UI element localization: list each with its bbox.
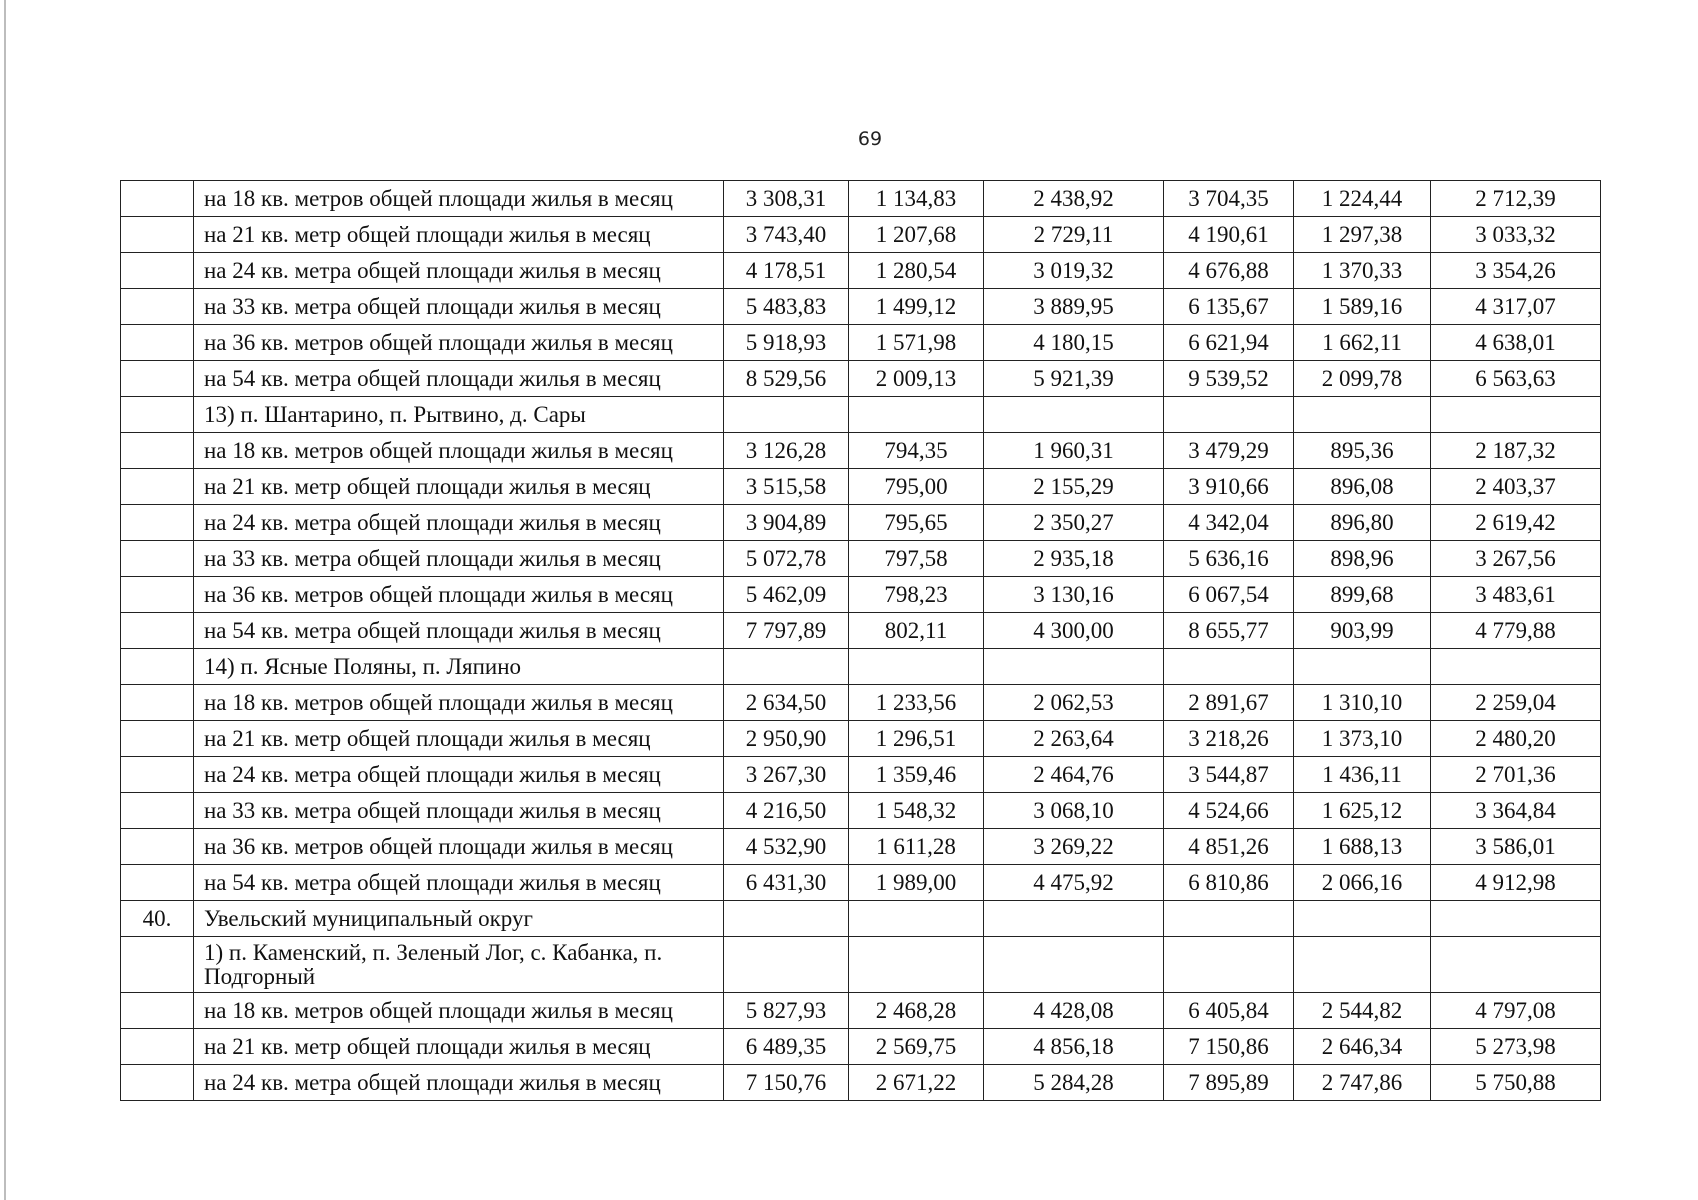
value-cell-3: 3 889,95 — [984, 289, 1164, 325]
row-description-cell: на 24 кв. метра общей площади жилья в месяц — [194, 1065, 724, 1101]
value-cell-2: 1 280,54 — [849, 253, 984, 289]
row-number-cell — [121, 721, 194, 757]
value-cell-3 — [984, 397, 1164, 433]
row-number-cell — [121, 469, 194, 505]
value-cell-5: 2 066,16 — [1294, 865, 1431, 901]
value-cell-3: 4 475,92 — [984, 865, 1164, 901]
value-cell-2: 1 499,12 — [849, 289, 984, 325]
row-description-cell: на 18 кв. метров общей площади жилья в месяц — [194, 993, 724, 1029]
value-cell-2 — [849, 901, 984, 937]
value-cell-5: 1 589,16 — [1294, 289, 1431, 325]
value-cell-6: 5 750,88 — [1431, 1065, 1601, 1101]
row-number-cell — [121, 325, 194, 361]
value-cell-6: 3 267,56 — [1431, 541, 1601, 577]
row-number-cell — [121, 433, 194, 469]
value-cell-6 — [1431, 397, 1601, 433]
table-row — [121, 1065, 1601, 1101]
value-cell-5: 1 436,11 — [1294, 757, 1431, 793]
value-cell-2 — [849, 937, 984, 993]
row-number-cell — [121, 217, 194, 253]
value-cell-4 — [1164, 901, 1294, 937]
value-cell-6: 4 797,08 — [1431, 993, 1601, 1029]
row-description-cell: на 24 кв. метра общей площади жилья в месяц — [194, 505, 724, 541]
value-cell-1: 2 950,90 — [724, 721, 849, 757]
value-cell-3: 4 180,15 — [984, 325, 1164, 361]
row-number-cell — [121, 361, 194, 397]
value-cell-3: 3 019,32 — [984, 253, 1164, 289]
value-cell-5 — [1294, 397, 1431, 433]
value-cell-6: 3 354,26 — [1431, 253, 1601, 289]
tariff-table — [120, 180, 1601, 1101]
value-cell-6: 4 779,88 — [1431, 613, 1601, 649]
row-number-cell — [121, 577, 194, 613]
row-number-cell — [121, 253, 194, 289]
table-row — [121, 469, 1601, 505]
value-cell-2: 802,11 — [849, 613, 984, 649]
value-cell-1: 6 489,35 — [724, 1029, 849, 1065]
row-description-cell: на 21 кв. метр общей площади жилья в месяц — [194, 469, 724, 505]
value-cell-6: 2 187,32 — [1431, 433, 1601, 469]
value-cell-5: 2 099,78 — [1294, 361, 1431, 397]
value-cell-3: 3 269,22 — [984, 829, 1164, 865]
value-cell-3: 2 155,29 — [984, 469, 1164, 505]
value-cell-1 — [724, 937, 849, 993]
row-description-cell: на 36 кв. метров общей площади жилья в месяц — [194, 325, 724, 361]
value-cell-6: 5 273,98 — [1431, 1029, 1601, 1065]
table-row — [121, 685, 1601, 721]
table-row — [121, 397, 1601, 433]
row-number-cell — [121, 865, 194, 901]
scan-edge-line — [4, 0, 6, 1200]
value-cell-1 — [724, 397, 849, 433]
value-cell-4: 7 150,86 — [1164, 1029, 1294, 1065]
value-cell-1: 7 150,76 — [724, 1065, 849, 1101]
value-cell-4: 9 539,52 — [1164, 361, 1294, 397]
row-description-cell: 14) п. Ясные Поляны, п. Ляпино — [194, 649, 724, 685]
value-cell-1: 8 529,56 — [724, 361, 849, 397]
value-cell-5: 1 370,33 — [1294, 253, 1431, 289]
value-cell-1: 4 532,90 — [724, 829, 849, 865]
row-number-cell — [121, 937, 194, 993]
value-cell-1: 5 827,93 — [724, 993, 849, 1029]
value-cell-5: 1 310,10 — [1294, 685, 1431, 721]
value-cell-2: 797,58 — [849, 541, 984, 577]
row-description-cell: на 18 кв. метров общей площади жилья в месяц — [194, 181, 724, 217]
value-cell-4: 5 636,16 — [1164, 541, 1294, 577]
row-number-cell — [121, 181, 194, 217]
value-cell-3: 2 350,27 — [984, 505, 1164, 541]
value-cell-6: 2 712,39 — [1431, 181, 1601, 217]
value-cell-6 — [1431, 901, 1601, 937]
table-row — [121, 937, 1601, 993]
table-row — [121, 829, 1601, 865]
value-cell-5: 1 224,44 — [1294, 181, 1431, 217]
value-cell-1: 3 308,31 — [724, 181, 849, 217]
value-cell-2: 2 009,13 — [849, 361, 984, 397]
row-description-cell: на 24 кв. метра общей площади жилья в месяц — [194, 757, 724, 793]
table-row — [121, 901, 1601, 937]
value-cell-3: 3 068,10 — [984, 793, 1164, 829]
value-cell-2: 1 359,46 — [849, 757, 984, 793]
row-number-cell — [121, 505, 194, 541]
value-cell-2: 2 468,28 — [849, 993, 984, 1029]
tariff-table-container — [120, 180, 1600, 1101]
value-cell-2: 1 611,28 — [849, 829, 984, 865]
row-number-cell — [121, 1065, 194, 1101]
value-cell-4: 4 524,66 — [1164, 793, 1294, 829]
value-cell-1: 4 216,50 — [724, 793, 849, 829]
value-cell-6: 3 586,01 — [1431, 829, 1601, 865]
table-row — [121, 181, 1601, 217]
value-cell-2 — [849, 649, 984, 685]
row-number-cell — [121, 685, 194, 721]
row-description-cell: на 21 кв. метр общей площади жилья в месяц — [194, 217, 724, 253]
value-cell-4: 7 895,89 — [1164, 1065, 1294, 1101]
table-row — [121, 253, 1601, 289]
page-number: 69 — [857, 128, 883, 150]
value-cell-4: 6 067,54 — [1164, 577, 1294, 613]
row-number-cell — [121, 613, 194, 649]
row-description-cell: на 24 кв. метра общей площади жилья в месяц — [194, 253, 724, 289]
value-cell-5: 2 646,34 — [1294, 1029, 1431, 1065]
row-description-cell: на 36 кв. метров общей площади жилья в месяц — [194, 829, 724, 865]
row-description-cell: 13) п. Шантарино, п. Рытвино, д. Сары — [194, 397, 724, 433]
value-cell-3: 3 130,16 — [984, 577, 1164, 613]
value-cell-5: 896,80 — [1294, 505, 1431, 541]
row-description-cell: на 54 кв. метра общей площади жилья в месяц — [194, 361, 724, 397]
table-row — [121, 1029, 1601, 1065]
value-cell-4: 4 676,88 — [1164, 253, 1294, 289]
table-row — [121, 217, 1601, 253]
row-number-cell — [121, 829, 194, 865]
value-cell-4 — [1164, 937, 1294, 993]
table-row — [121, 325, 1601, 361]
value-cell-3: 4 428,08 — [984, 993, 1164, 1029]
value-cell-4: 3 218,26 — [1164, 721, 1294, 757]
value-cell-4: 3 544,87 — [1164, 757, 1294, 793]
value-cell-5: 896,08 — [1294, 469, 1431, 505]
value-cell-5: 2 544,82 — [1294, 993, 1431, 1029]
value-cell-6: 2 701,36 — [1431, 757, 1601, 793]
value-cell-1: 5 918,93 — [724, 325, 849, 361]
value-cell-4: 6 135,67 — [1164, 289, 1294, 325]
row-description-cell: на 33 кв. метра общей площади жилья в месяц — [194, 793, 724, 829]
row-number-cell — [121, 289, 194, 325]
value-cell-5 — [1294, 901, 1431, 937]
value-cell-3 — [984, 937, 1164, 993]
table-row — [121, 865, 1601, 901]
table-row — [121, 505, 1601, 541]
row-description-cell: Увельский муниципальный округ — [194, 901, 724, 937]
value-cell-1: 3 515,58 — [724, 469, 849, 505]
value-cell-1: 3 267,30 — [724, 757, 849, 793]
value-cell-3: 5 284,28 — [984, 1065, 1164, 1101]
value-cell-1: 5 462,09 — [724, 577, 849, 613]
value-cell-4: 4 851,26 — [1164, 829, 1294, 865]
value-cell-6: 3 364,84 — [1431, 793, 1601, 829]
row-description-cell: на 33 кв. метра общей площади жилья в месяц — [194, 289, 724, 325]
value-cell-2 — [849, 397, 984, 433]
value-cell-4: 3 910,66 — [1164, 469, 1294, 505]
value-cell-4 — [1164, 649, 1294, 685]
value-cell-4: 8 655,77 — [1164, 613, 1294, 649]
row-description-cell: на 21 кв. метр общей площади жилья в месяц — [194, 1029, 724, 1065]
row-number-cell — [121, 1029, 194, 1065]
value-cell-3: 2 263,64 — [984, 721, 1164, 757]
row-number-cell — [121, 793, 194, 829]
value-cell-3: 2 729,11 — [984, 217, 1164, 253]
value-cell-1: 4 178,51 — [724, 253, 849, 289]
value-cell-6: 4 912,98 — [1431, 865, 1601, 901]
table-body — [121, 181, 1601, 1101]
value-cell-2: 794,35 — [849, 433, 984, 469]
row-number-cell — [121, 757, 194, 793]
row-number-cell — [121, 649, 194, 685]
value-cell-2: 1 233,56 — [849, 685, 984, 721]
value-cell-6 — [1431, 937, 1601, 993]
table-row — [121, 649, 1601, 685]
table-row — [121, 613, 1601, 649]
value-cell-5: 2 747,86 — [1294, 1065, 1431, 1101]
row-description-cell: 1) п. Каменский, п. Зеленый Лог, с. Кабанка, п. Подгорный — [194, 937, 724, 993]
value-cell-6 — [1431, 649, 1601, 685]
value-cell-5: 1 373,10 — [1294, 721, 1431, 757]
value-cell-3: 4 300,00 — [984, 613, 1164, 649]
value-cell-2: 1 296,51 — [849, 721, 984, 757]
value-cell-3 — [984, 901, 1164, 937]
value-cell-2: 1 207,68 — [849, 217, 984, 253]
value-cell-1: 3 126,28 — [724, 433, 849, 469]
value-cell-1: 7 797,89 — [724, 613, 849, 649]
value-cell-3 — [984, 649, 1164, 685]
row-description-cell: на 54 кв. метра общей площади жилья в месяц — [194, 865, 724, 901]
value-cell-6: 4 317,07 — [1431, 289, 1601, 325]
table-row — [121, 541, 1601, 577]
table-row — [121, 793, 1601, 829]
table-row — [121, 289, 1601, 325]
value-cell-2: 2 569,75 — [849, 1029, 984, 1065]
table-row — [121, 757, 1601, 793]
value-cell-5: 903,99 — [1294, 613, 1431, 649]
value-cell-5 — [1294, 937, 1431, 993]
table-row — [121, 993, 1601, 1029]
value-cell-5: 1 688,13 — [1294, 829, 1431, 865]
value-cell-2: 795,00 — [849, 469, 984, 505]
row-number-cell — [121, 993, 194, 1029]
value-cell-6: 3 033,32 — [1431, 217, 1601, 253]
row-number-cell: 40. — [121, 901, 194, 937]
value-cell-5: 1 297,38 — [1294, 217, 1431, 253]
value-cell-5: 1 662,11 — [1294, 325, 1431, 361]
value-cell-4: 6 405,84 — [1164, 993, 1294, 1029]
value-cell-4: 4 190,61 — [1164, 217, 1294, 253]
value-cell-1: 5 483,83 — [724, 289, 849, 325]
value-cell-2: 2 671,22 — [849, 1065, 984, 1101]
value-cell-6: 2 480,20 — [1431, 721, 1601, 757]
table-row — [121, 577, 1601, 613]
value-cell-6: 6 563,63 — [1431, 361, 1601, 397]
value-cell-1: 5 072,78 — [724, 541, 849, 577]
value-cell-2: 1 548,32 — [849, 793, 984, 829]
value-cell-3: 2 464,76 — [984, 757, 1164, 793]
value-cell-4: 6 810,86 — [1164, 865, 1294, 901]
row-description-cell: на 18 кв. метров общей площади жилья в месяц — [194, 433, 724, 469]
value-cell-6: 2 619,42 — [1431, 505, 1601, 541]
table-row — [121, 721, 1601, 757]
value-cell-5 — [1294, 649, 1431, 685]
value-cell-1: 2 634,50 — [724, 685, 849, 721]
value-cell-3: 5 921,39 — [984, 361, 1164, 397]
row-description-cell: на 18 кв. метров общей площади жилья в месяц — [194, 685, 724, 721]
row-description-cell: на 36 кв. метров общей площади жилья в месяц — [194, 577, 724, 613]
value-cell-6: 2 403,37 — [1431, 469, 1601, 505]
row-description-cell: на 21 кв. метр общей площади жилья в месяц — [194, 721, 724, 757]
value-cell-3: 2 935,18 — [984, 541, 1164, 577]
value-cell-2: 795,65 — [849, 505, 984, 541]
value-cell-4: 3 704,35 — [1164, 181, 1294, 217]
value-cell-4: 2 891,67 — [1164, 685, 1294, 721]
value-cell-6: 3 483,61 — [1431, 577, 1601, 613]
value-cell-2: 1 134,83 — [849, 181, 984, 217]
value-cell-1 — [724, 649, 849, 685]
value-cell-3: 2 062,53 — [984, 685, 1164, 721]
value-cell-2: 1 571,98 — [849, 325, 984, 361]
value-cell-3: 1 960,31 — [984, 433, 1164, 469]
value-cell-3: 2 438,92 — [984, 181, 1164, 217]
value-cell-6: 2 259,04 — [1431, 685, 1601, 721]
row-description-cell: на 54 кв. метра общей площади жилья в месяц — [194, 613, 724, 649]
value-cell-1 — [724, 901, 849, 937]
value-cell-5: 899,68 — [1294, 577, 1431, 613]
value-cell-1: 3 743,40 — [724, 217, 849, 253]
row-number-cell — [121, 541, 194, 577]
table-row — [121, 361, 1601, 397]
value-cell-4: 6 621,94 — [1164, 325, 1294, 361]
value-cell-1: 3 904,89 — [724, 505, 849, 541]
value-cell-6: 4 638,01 — [1431, 325, 1601, 361]
row-description-cell: на 33 кв. метра общей площади жилья в месяц — [194, 541, 724, 577]
row-number-cell — [121, 397, 194, 433]
value-cell-3: 4 856,18 — [984, 1029, 1164, 1065]
table-row — [121, 433, 1601, 469]
value-cell-2: 798,23 — [849, 577, 984, 613]
value-cell-5: 1 625,12 — [1294, 793, 1431, 829]
value-cell-2: 1 989,00 — [849, 865, 984, 901]
value-cell-5: 895,36 — [1294, 433, 1431, 469]
value-cell-1: 6 431,30 — [724, 865, 849, 901]
value-cell-4: 4 342,04 — [1164, 505, 1294, 541]
value-cell-5: 898,96 — [1294, 541, 1431, 577]
value-cell-4 — [1164, 397, 1294, 433]
value-cell-4: 3 479,29 — [1164, 433, 1294, 469]
